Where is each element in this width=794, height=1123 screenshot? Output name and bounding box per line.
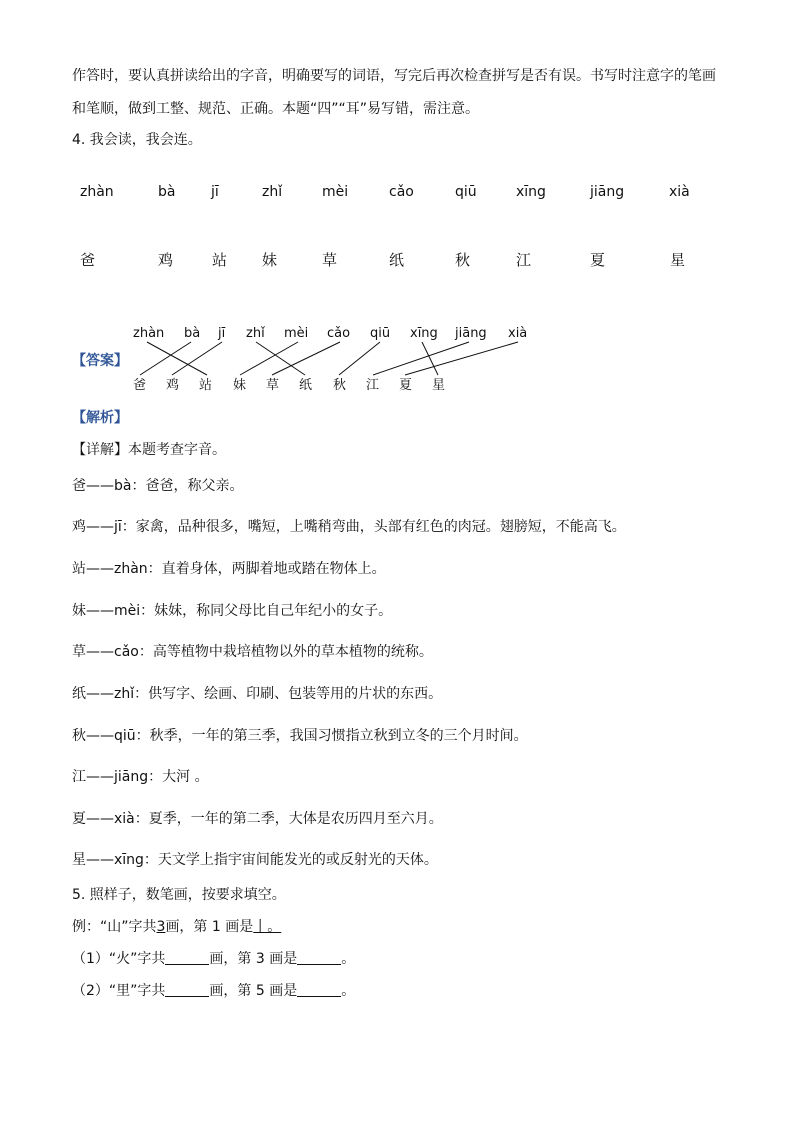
answer-char: 站 [199,378,213,393]
pinyin-item: zhǐ [262,184,283,200]
answer-char: 妹 [233,378,247,393]
char-item: 纸 [389,251,405,269]
question-5-example: 例：“山”字共3画，第 1 画是丨。 [72,919,282,935]
analysis-label: 【解析】 [72,410,128,426]
answer-pinyin: bà [184,326,201,341]
explanation-item: 纸——zhǐ：供写字、绘画、印刷、包装等用的片状的东西。 [72,686,443,702]
question-4-title: 4. 我会读，我会连。 [72,132,202,148]
pinyin-item: zhàn [80,184,114,200]
char-item: 夏 [590,251,606,269]
answer-pinyin: xīng [410,326,438,341]
explanation-item: 爸——bà：爸爸，称父亲。 [72,478,244,494]
answer-char: 鸡 [166,378,180,393]
answer-pinyin: zhǐ [246,326,265,341]
question-5-sub-1: （1）“火”字共 画，第 3 画是 。 [72,951,356,967]
pinyin-item: bà [158,184,176,200]
answer-pinyin: mèi [284,326,309,341]
answer-char: 夏 [399,378,413,393]
intro-line-1: 作答时，要认真拼读给出的字音，明确要写的词语，写完后再次检查拼写是否有误。书写时注意字的笔画 [72,68,716,84]
answer-pinyin: xià [508,326,528,341]
explanation-item: 夏——xià：夏季，一年的第二季，大体是农历四月至六月。 [72,811,443,827]
explanation-item: 鸡——jī：家禽，品种很多，嘴短，上嘴稍弯曲，头部有红色的肉冠。翅膀短，不能高飞。 [72,519,626,535]
pinyin-item: xīng [516,184,546,200]
question-5-sub-2: （2）“里”字共 画，第 5 画是 。 [72,983,356,999]
answer-pinyin: jiāng [455,326,487,341]
match-line [140,342,191,375]
match-line [240,342,298,375]
match-line [147,342,207,375]
match-line [339,342,380,375]
char-item: 妹 [262,251,278,269]
analysis-detail: 【详解】本题考查字音。 [72,442,226,458]
char-item: 鸡 [158,251,174,269]
fill-blank[interactable] [165,950,209,965]
answer-char: 爸 [133,378,147,393]
answer-pinyin: jī [218,326,226,341]
answer-char: 秋 [333,378,347,393]
pinyin-item: jī [211,184,219,200]
char-item: 星 [670,251,686,269]
answer-label: 【答案】 [72,353,128,369]
answer-pinyin: cǎo [327,326,351,341]
pinyin-item: cǎo [389,184,414,200]
pinyin-item: mèi [322,184,349,200]
explanation-item: 江——jiāng：大河 。 [72,769,209,785]
char-item: 秋 [455,251,471,269]
char-item: 江 [516,251,532,269]
answer-char: 江 [366,378,380,393]
match-line [272,342,340,375]
question-5-title: 5. 照样子，数笔画，按要求填空。 [72,887,286,903]
pinyin-item: qiū [455,184,477,200]
char-item: 爸 [80,251,96,269]
explanation-item: 妹——mèi：妹妹，称同父母比自己年纪小的女子。 [72,603,393,619]
answer-pinyin: qiū [370,326,391,341]
example-stroke: 丨。 [253,919,282,935]
explanation-item: 秋——qiū：秋季，一年的第三季，我国习惯指立秋到立冬的三个月时间。 [72,728,528,744]
explanation-item: 草——cǎo：高等植物中栽培植物以外的草本植物的统称。 [72,644,433,660]
char-item: 草 [322,251,338,269]
fill-blank[interactable] [297,982,341,997]
fill-blank[interactable] [297,950,341,965]
answer-char: 星 [432,378,446,393]
fill-blank[interactable] [165,982,209,997]
pinyin-item: xià [669,184,690,200]
char-item: 站 [212,251,228,269]
pinyin-item: jiāng [590,184,625,200]
example-count: 3 [156,919,166,935]
intro-line-2: 和笔顺，做到工整、规范、正确。本题“四”“耳”易写错，需注意。 [72,101,480,117]
explanation-item: 星——xīng：天文学上指宇宙间能发光的或反射光的天体。 [72,852,438,868]
match-line [422,342,438,375]
answer-char: 草 [266,378,280,393]
match-line [256,342,305,375]
explanation-item: 站——zhàn：直着身体，两脚着地或踏在物体上。 [72,561,386,577]
answer-char: 纸 [299,378,313,393]
answer-pinyin: zhàn [133,326,165,341]
